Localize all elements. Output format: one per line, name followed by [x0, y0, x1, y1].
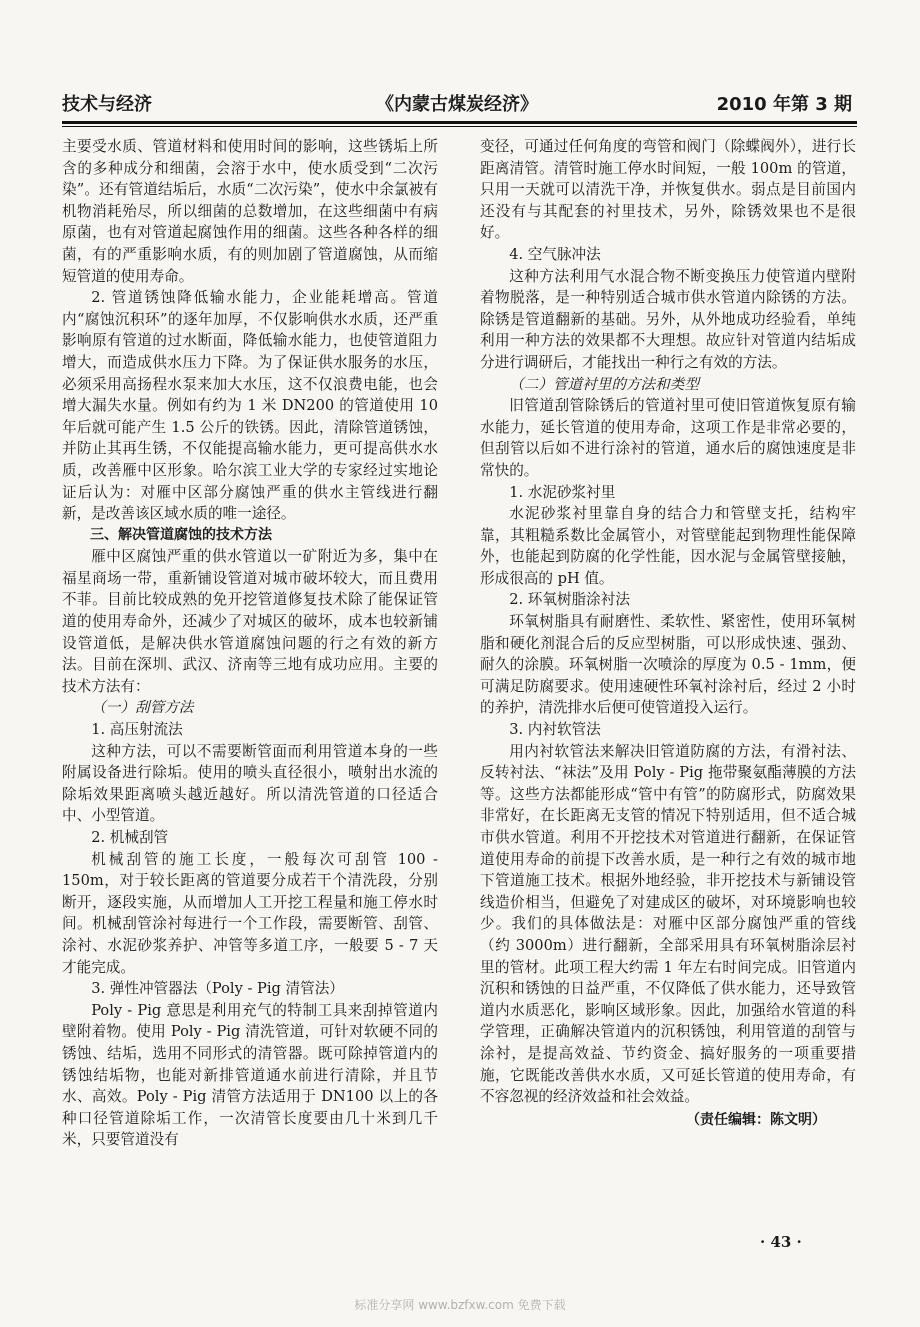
paragraph: 旧管道刮管除锈后的管道衬里可使旧管道恢复原有输水能力，延长管道的使用寿命，这项工作是非常必要的，但刮管以后如不进行涂衬的管道，通水后的腐蚀速度是非常快的。: [480, 397, 856, 479]
right-column: [480, 136, 856, 1131]
page-number: · 43 ·: [760, 1233, 802, 1251]
method-heading: 4. 空气脉冲法: [509, 245, 601, 263]
running-header: [62, 90, 852, 116]
method-heading: 3. 弹性冲管器法（Poly - Pig 清管法）: [91, 980, 344, 998]
paragraph: 水泥砂浆衬里靠自身的结合力和管壁支托，结构牢靠，其粗糙系数比金属管小，对管壁能起到物理性能保障外，也能起到防腐的化学性能，因水泥与金属管壁接触，形成很高的 pH 值。: [480, 505, 856, 587]
paragraph: 主要受水质、管道材料和使用时间的影响，这些锈垢上所含的多种成分和细菌，会溶于水中，使水质受到“二次污染”。还有管道结垢后，水质“二次污染”，使水中余氯被有机物消耗殆尽，所以细菌的总数增加，在这些细菌中有病原菌，也有对管道起腐蚀作用的细菌。这些各种各样的细菌，有的严重影响水质，有的则加剧了管道腐蚀，从而缩短管道的使用寿命。: [62, 138, 438, 285]
method-heading: 1. 高压射流法: [91, 721, 183, 739]
section-title: 技术与经济: [62, 94, 152, 115]
section-heading: 三、解决管道腐蚀的技术方法: [90, 526, 272, 543]
issue-label: 2010 年第 3 期: [716, 94, 852, 115]
header-rule-thin: [62, 126, 857, 127]
subsection-heading: （一）刮管方法: [91, 699, 194, 717]
method-heading: 1. 水泥砂浆衬里: [509, 483, 616, 501]
method-heading: 3. 内衬软管法: [509, 721, 601, 739]
paragraph: 用内衬软管法来解决旧管道防腐的方法，有滑衬法、反转衬法、“袜法”及用 Poly - Pig 拖带聚氨酯薄膜的方法等。这些方法都能形成“管中有管”的防腐形式，防腐效果非常好，在长距离无支管的情况下特别适用，但不适合城市供水管道。利用不开挖技术对管道进行翻新，在保证管道使用寿命的前提下改善水质，是一种行之有效的城市地下管道施工技术。根据外地经验，非开挖技术与新铺设管线造价相当，但避免了对建成区的破坏，对环境影响也较少。我们的具体做法是：对雁中区部分腐蚀严重的管线（约 3000m）进行翻新，全部采用具有环氧树脂涂层衬里的管材。此项工程大约需 1 年左右时间完成。旧管道内沉积和锈蚀的日益严重，不仅降低了供水能力，还导致管道内水质恶化，影响区域形象。因此，加强给水管道的科学管理，正确解决管道内的沉积锈蚀，利用管道的刮管与涂衬，是提高效益、节约资金、搞好服务的一项重要措施，它既能改善供水水质，又可延长管道的使用寿命，有不容忽视的经济效益和社会效益。: [480, 742, 856, 1106]
method-heading: 2. 机械刮管: [91, 829, 169, 846]
header-rule-thick: [62, 121, 857, 124]
paragraph: Poly - Pig 意思是利用充气的特制工具来刮掉管道内壁附着物。使用 Poly - Pig 清洗管道，可针对软硬不同的锈蚀、结垢，选用不同形式的清管器。既可除掉管道内的锈蚀结垢物，也能对新排管道通水前进行清除，并且节水、高效。Poly - Pig 清管方法适用于 DN100 以上的各种口径管道除垢工作，一次清管长度要由几十米到几千米，只要管道没有: [62, 1001, 438, 1149]
paragraph: 变径，可通过任何角度的弯管和阀门（除蝶阀外），进行长距离清管。清管时施工停水时间短，一般 100m 的管道，只用一天就可以清洗干净，并恢复供水。弱点是目前国内还没有与其配套的衬里技术，另外，除锈效果也不是很好。: [480, 138, 856, 242]
subsection-heading: （二）管道衬里的方法和类型: [509, 375, 699, 393]
method-heading: 2. 环氧树脂涂衬法: [509, 591, 630, 609]
paragraph: 环氧树脂具有耐磨性、柔软性、紧密性，使用环氧树脂和硬化剂混合后的反应型树脂，可以形成快速、强劲、耐久的涂膜。环氧树脂一次喷涂的厚度为 0.5 - 1mm，便可满足防腐要求。使用速硬性环氧衬涂衬后，经过 2 小时的养护，清洗排水后便可使管道投入运行。: [480, 613, 856, 717]
paragraph: 这种方法利用气水混合物不断变换压力使管道内壁附着物脱落，是一种特别适合城市供水管道内除锈的方法。除锈是管道翻新的基础。另外，从外地成功经验看，单纯利用一种方法的效果都不大理想。故应针对管道内结垢成分进行调研后，才能找出一种行之有效的方法。: [480, 267, 856, 371]
left-column: [62, 136, 438, 1151]
paragraph: 2. 管道锈蚀降低输水能力，企业能耗增高。管道内“腐蚀沉积环”的逐年加厚，不仅影响供水水质，还严重影响原有管道的过水断面，降低输水能力，也使管道阻力增大，而造成供水压力下降。为了保证供水服务的水压，必须采用高扬程水泵来加大水压，这不仅浪费电能，也会增大漏失水量。例如有约为 1 米 DN200 的管道使用 10 年后就可能产生 1.5 公斤的铁锈。因此，清除管道锈蚀，并防止其再生锈，不仅能提高输水能力，更可提高供水水质，改善雁中区形象。哈尔滨工业大学的专家经过实地论证后认为：对雁中区部分腐蚀严重的供水主管线进行翻新，是改善该区域水质的唯一途径。: [62, 289, 438, 523]
paragraph: 雁中区腐蚀严重的供水管道以一矿附近为多，集中在福星商场一带，重新铺设管道对城市破坏较大，而且费用不菲。目前比较成熟的免开挖管道修复技术除了能保证管道的使用寿命外，还减少了对城区的破坏，成本也较新铺设管道低，是解决供水管道腐蚀问题的行之有效的新方法。目前在深圳、武汉、济南等三地有成功应用。主要的技术方法有：: [62, 548, 438, 695]
paragraph: 机械刮管的施工长度，一般每次可刮管 100 - 150m，对于较长距离的管道要分成若干个清洗段，分别断开，逐段实施，从而增加人工开挖工程量和施工停水时间。机械刮管涂衬每进行一个工作段，需要断管、刮管、涂衬、水泥砂浆养护、冲管等多道工序，一般要 5 - 7 天才能完成。: [62, 850, 438, 976]
editor-credit: （责任编辑：陈文明）: [686, 1111, 826, 1128]
journal-title: 《内蒙古煤炭经济》: [376, 94, 538, 115]
footer-watermark: 标准分享网 www.bzfxw.com 免费下载: [354, 1298, 566, 1312]
paragraph: 这种方法，可以不需要断管面而利用管道本身的一些附属设备进行除垢。使用的喷头直径很小，喷射出水流的除垢效果距离喷头越近越好。所以清洗管道的口径适合中、小型管道。: [62, 742, 438, 825]
